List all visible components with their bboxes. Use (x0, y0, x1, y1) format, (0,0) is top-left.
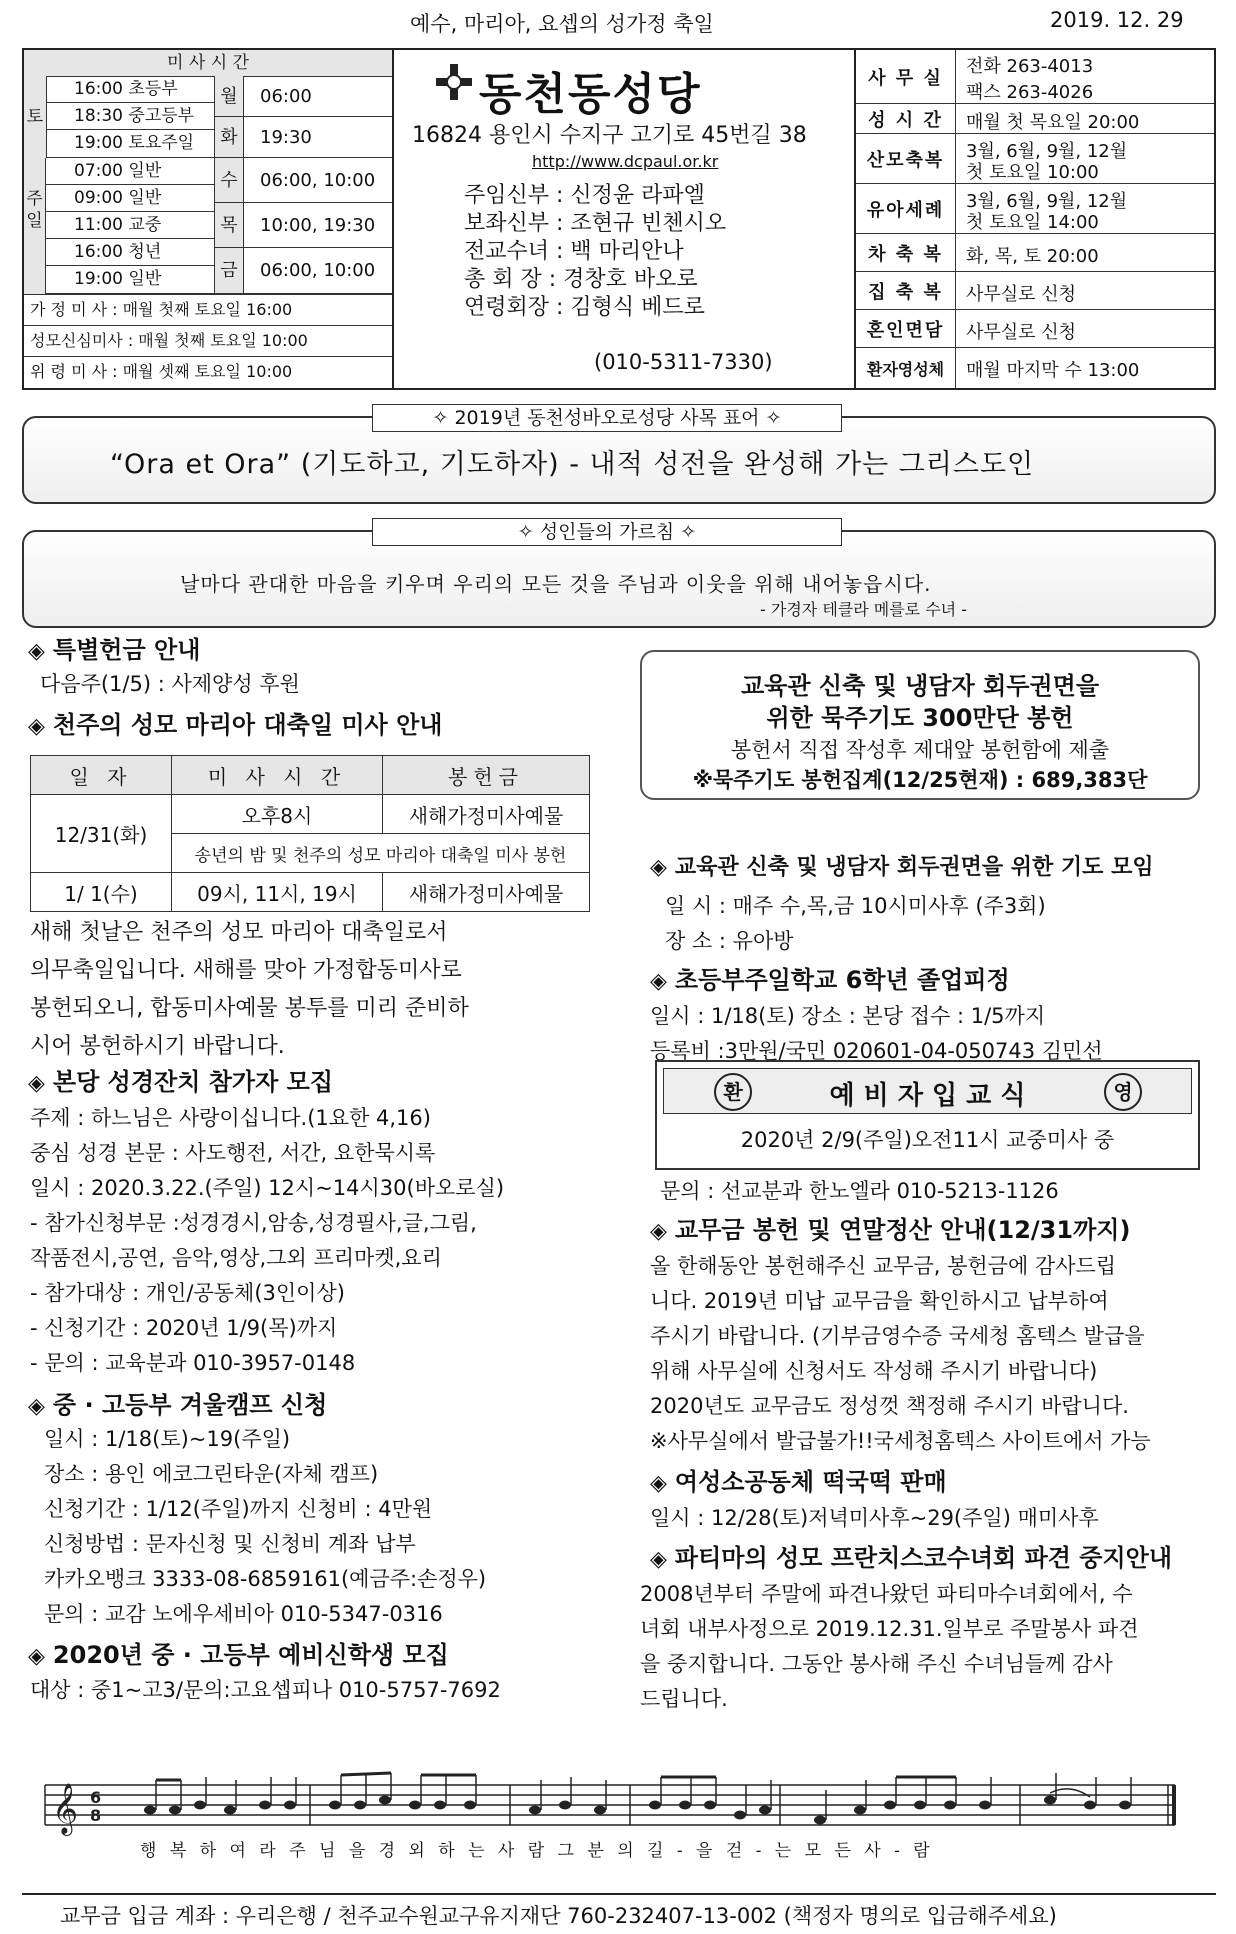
saints-author: - 가경자 테클라 메를로 수녀 - (760, 600, 967, 619)
church-address: 16824 용인시 수지구 고기로 45번길 38 (412, 123, 807, 148)
motto-text: “Ora et Ora” (기도하고, 기도하자) - 내적 성전을 완성해 가는 그리스도인 (110, 449, 1035, 480)
music-staff-icon (40, 1765, 1180, 1845)
svg-text:8: 8 (90, 1806, 102, 1825)
sunday-label: 주일 (24, 158, 46, 294)
nuns-line: 드립니다. (640, 1687, 728, 1711)
weekday-tue-time: 19:30 (244, 117, 392, 158)
sun-mass-4: 16:00 청년 (46, 239, 214, 266)
sun-mass-1: 07:00 일반 (46, 158, 214, 185)
office-row: 환자영성체 매월 마지막 수 13:00 (856, 348, 1214, 388)
diamond-icon: ◈ (28, 639, 45, 664)
weekday-thu-time: 10:00, 19:30 (244, 203, 392, 248)
diamond-icon: ◈ (650, 1471, 667, 1496)
office-row: 유아세례 3월, 6월, 9월, 12월 첫 토요일 14:00 (856, 184, 1214, 234)
feast-header-time: 미 사 시 간 (172, 756, 383, 795)
nuns-line: 2008년부터 주말에 파견나왔던 파티마수녀회에서, 수 (640, 1582, 1133, 1606)
feast-para: 새해 첫날은 천주의 성모 마리아 대축일로서 (30, 920, 448, 945)
sat-mass-3: 19:00 토요주일 (46, 130, 214, 158)
requiem-mass: 위 령 미 사 : 매월 셋째 토요일 10:00 (24, 356, 392, 387)
camp-line: 신청기간 : 1/12(주일)까지 신청비 : 4만원 (44, 1497, 433, 1521)
feast-cell: 1/ 1(수) (31, 873, 172, 912)
camp-line: 신청방법 : 문자신청 및 신청비 계좌 납부 (44, 1532, 416, 1556)
feast-cell: 새해가정미사예물 (383, 795, 590, 834)
church-logo-icon (434, 62, 474, 102)
feast-heading: ◈ 천주의 성모 마리아 대축일 미사 안내 (28, 711, 443, 739)
weekday-wed: 수 (214, 158, 244, 203)
church-info (394, 50, 854, 388)
office-row: 산모축복 3월, 6월, 9월, 12월 첫 토요일 10:00 (856, 134, 1214, 184)
rosary-line-1: 봉헌서 직접 작성후 제대앞 봉헌함에 제출 (730, 738, 1110, 762)
office-row: 차 축 복 화, 목, 토 20:00 (856, 234, 1214, 272)
prayer-line: 일 시 : 매주 수,목,금 10시미사후 (주3회) (665, 894, 1046, 918)
feast-para: 봉헌되오니, 합동미사예물 봉투를 미리 준비하 (30, 996, 469, 1021)
sat-mass-1: 16:00 초등부 (46, 76, 214, 103)
dues-heading: ◈ 교무금 봉헌 및 연말정산 안내(12/31까지) (650, 1216, 1131, 1244)
diamond-icon: ◈ (28, 1394, 45, 1419)
footer-account: 교무금 입금 계좌 : 우리은행 / 천주교수원교구유지재단 760-232407-13-002 (책정자 명의로 입금해주세요) (60, 1904, 1057, 1928)
catechumen-box (655, 1060, 1200, 1170)
diamond-icon: ◈ (650, 1219, 667, 1244)
camp-line: 일시 : 1/18(토)~19(주일) (44, 1427, 291, 1451)
camp-line: 장소 : 용인 에코그린타운(자체 캠프) (44, 1462, 379, 1486)
bible-line: 중심 성경 본문 : 사도행전, 서간, 요한묵시록 (30, 1141, 436, 1165)
bible-line: - 문의 : 교육분과 010-3957-0148 (30, 1351, 356, 1375)
sun-mass-3: 11:00 교중 (46, 212, 214, 239)
seminary-line: 대상 : 중1~고3/문의:고요셉피나 010-5757-7692 (30, 1678, 501, 1702)
family-mass: 가 정 미 사 : 매월 첫째 토요일 16:00 (24, 294, 392, 325)
svg-text:𝄞: 𝄞 (52, 1783, 79, 1834)
office-info-box (854, 50, 1214, 388)
dues-line: 니다. 2019년 미납 교무금을 확인하시고 납부하여 (650, 1289, 1109, 1313)
nuns-line: 녀회 내부사정으로 2019.12.31.일부로 주말봉사 파견 (640, 1617, 1139, 1641)
dues-line: 위해 사무실에 신청서도 작성해 주시기 바랍니다) (650, 1359, 1098, 1383)
church-url[interactable]: http://www.dcpaul.or.kr (532, 152, 719, 171)
mass-times-box (24, 50, 394, 388)
feast-header-date: 일 자 (31, 756, 172, 795)
diamond-icon: ◈ (28, 714, 45, 739)
feast-cell: 오후8시 (172, 795, 383, 834)
special-offering-line: 다음주(1/5) : 사제양성 후원 (40, 672, 300, 696)
diamond-icon: ◈ (28, 1644, 45, 1669)
rosary-line-2: ※묵주기도 봉헌집계(12/25현재) : 689,383단 (692, 768, 1148, 792)
staff-president: 총 회 장 : 경창호 바오로 (464, 267, 698, 292)
feast-cell: 새해가정미사예물 (383, 873, 590, 912)
staff-phone: (010-5311-7330) (594, 350, 773, 374)
feast-cell: 12/31(화) (31, 795, 172, 873)
catechumen-line: 2020년 2/9(주일)오전11시 교중미사 중 (740, 1128, 1115, 1152)
ricecake-line: 일시 : 12/28(토)저녁미사후~29(주일) 매미사후 (650, 1506, 1099, 1530)
rosary-title-2: 위한 묵주기도 300만단 봉헌 (766, 704, 1074, 732)
dues-line: 올 한해동안 봉헌해주신 교무금, 봉헌금에 감사드립 (650, 1254, 1117, 1278)
header-frame (22, 48, 1216, 390)
weekday-thu: 목 (214, 203, 244, 248)
welcome-mark-right: 영 (1104, 1073, 1142, 1111)
feast-cell: 09시, 11시, 19시 (172, 873, 383, 912)
diamond-icon: ◈ (650, 855, 667, 880)
bible-line: 작품전시,공연, 음악,영상,그외 프리마켓,요리 (30, 1246, 442, 1270)
rosary-title-1: 교육관 신축 및 냉담자 회두권면을 (741, 672, 1099, 700)
rosary-box (640, 650, 1200, 800)
sun-mass-2: 09:00 일반 (46, 185, 214, 212)
weekday-wed-time: 06:00, 10:00 (244, 158, 392, 203)
weekday-fri: 금 (214, 248, 244, 294)
office-row: 집 축 복 사무실로 신청 (856, 272, 1214, 310)
nuns-heading: ◈ 파티마의 성모 프란치스코수녀회 파견 중지안내 (650, 1544, 1173, 1572)
dues-line: 2020년도 교무금도 정성껏 책정해 주시기 바랍니다. (650, 1394, 1129, 1418)
staff-funeral: 연령회장 : 김형식 베드로 (464, 295, 705, 320)
weekday-fri-time: 06:00, 10:00 (244, 248, 392, 294)
music-lyrics: 행 복 하 여 라 주 님 을 경 외 하 는 사 람 그 분 의 길 - 을 걷 - 는 모 든 사 - 람 (140, 1841, 934, 1861)
camp-line: 카카오뱅크 3333-08-6859161(예금주:손정우) (44, 1567, 487, 1591)
office-row: 성 시 간 매월 첫 목요일 20:00 (856, 104, 1214, 134)
weekday-mon: 월 (214, 76, 244, 117)
prayer-line: 장 소 : 유아방 (665, 929, 794, 953)
diamond-icon: ◈ (650, 969, 667, 994)
bible-line: - 참가대상 : 개인/공동체(3인이상) (30, 1281, 345, 1305)
nuns-line: 을 중지합니다. 그동안 봉사해 주신 수녀님들께 감사 (640, 1652, 1113, 1676)
special-offering-heading: ◈ 특별헌금 안내 (28, 636, 201, 664)
diamond-icon: ◈ (650, 1547, 667, 1572)
bible-line: - 신청기간 : 2020년 1/9(목)까지 (30, 1316, 338, 1340)
dues-line: 주시기 바랍니다. (기부금영수증 국세청 홈텍스 발급을 (650, 1324, 1145, 1348)
motto-title: ✧ 2019년 동천성바오로성당 사목 표어 ✧ (372, 404, 842, 432)
graduation-heading: ◈ 초등부주일학교 6학년 졸업피정 (650, 966, 1010, 994)
feast-table (30, 755, 590, 912)
sun-mass-5: 19:00 일반 (46, 266, 214, 294)
graduation-line: 일시 : 1/18(토) 장소 : 본당 접수 : 1/5까지 (650, 1004, 1046, 1028)
feast-para: 의무축일입니다. 새해를 맞아 가정합동미사로 (30, 958, 462, 983)
footer-rule (22, 1893, 1216, 1895)
staff-pastor: 주임신부 : 신정윤 라파엘 (464, 183, 705, 208)
staff-assistant: 보좌신부 : 조현규 빈첸시오 (464, 211, 727, 236)
saints-text: 날마다 관대한 마음을 키우며 우리의 모든 것을 주님과 이웃을 위해 내어놓읍시다. (180, 572, 932, 596)
svg-text:6: 6 (90, 1788, 102, 1807)
ricecake-heading: ◈ 여성소공동체 떡국떡 판매 (650, 1468, 947, 1496)
dues-line: ※사무실에서 발급불가!!국세청홈텍스 사이트에서 가능 (650, 1429, 1151, 1453)
feast-para: 시어 봉헌하시기 바랍니다. (30, 1034, 285, 1059)
bulletin-date: 2019. 12. 29 (1050, 8, 1184, 32)
catechumen-contact: 문의 : 선교분과 한노엘라 010-5213-1126 (660, 1179, 1059, 1203)
camp-heading: ◈ 중 · 고등부 겨울캠프 신청 (28, 1391, 328, 1419)
feast-note: 송년의 밤 및 천주의 성모 마리아 대축일 미사 봉헌 (172, 834, 590, 873)
staff-sister: 전교수녀 : 백 마리안나 (464, 239, 684, 264)
camp-line: 문의 : 교감 노에우세비아 010-5347-0316 (44, 1602, 443, 1626)
catechumen-title: 예 비 자 입 교 식 (829, 1081, 1026, 1111)
weekday-tue: 화 (214, 117, 244, 158)
bible-line: 주제 : 하느님은 사랑이십니다.(1요한 4,16) (30, 1106, 431, 1130)
mass-times-title: 미 사 시 간 (24, 50, 392, 77)
bible-line: - 참가신청부문 :성경경시,암송,성경필사,글,그림, (30, 1211, 477, 1235)
office-row: 혼인면담 사무실로 신청 (856, 310, 1214, 348)
bulletin-subtitle: 예수, 마리아, 요셉의 성가정 축일 (410, 12, 714, 36)
weekday-mon-time: 06:00 (244, 76, 392, 117)
welcome-mark-left: 환 (714, 1073, 752, 1111)
saints-title: ✧ 성인들의 가르침 ✧ (372, 518, 842, 546)
bible-line: 일시 : 2020.3.22.(주일) 12시~14시30(바오로실) (30, 1176, 505, 1200)
graduation-line: 등록비 :3만원/국민 020601-04-050743 김민선 (650, 1039, 1103, 1063)
church-name: 동천동성당 (479, 69, 702, 120)
saturday-label: 토 (24, 76, 47, 158)
marian-mass: 성모신심미사 : 매월 첫째 토요일 10:00 (24, 325, 392, 356)
prayer-heading: ◈ 교육관 신축 및 냉담자 회두권면을 위한 기도 모임 (650, 855, 1154, 880)
office-row: 사 무 실 전화 263-4013 팩스 263-4026 (856, 50, 1214, 104)
sat-mass-2: 18:30 중고등부 (46, 103, 214, 130)
seminary-heading: ◈ 2020년 중 · 고등부 예비신학생 모집 (28, 1641, 449, 1669)
feast-header-offering: 봉헌금 (383, 756, 590, 795)
bible-heading: ◈ 본당 성경잔치 참가자 모집 (28, 1068, 334, 1096)
diamond-icon: ◈ (28, 1071, 45, 1096)
